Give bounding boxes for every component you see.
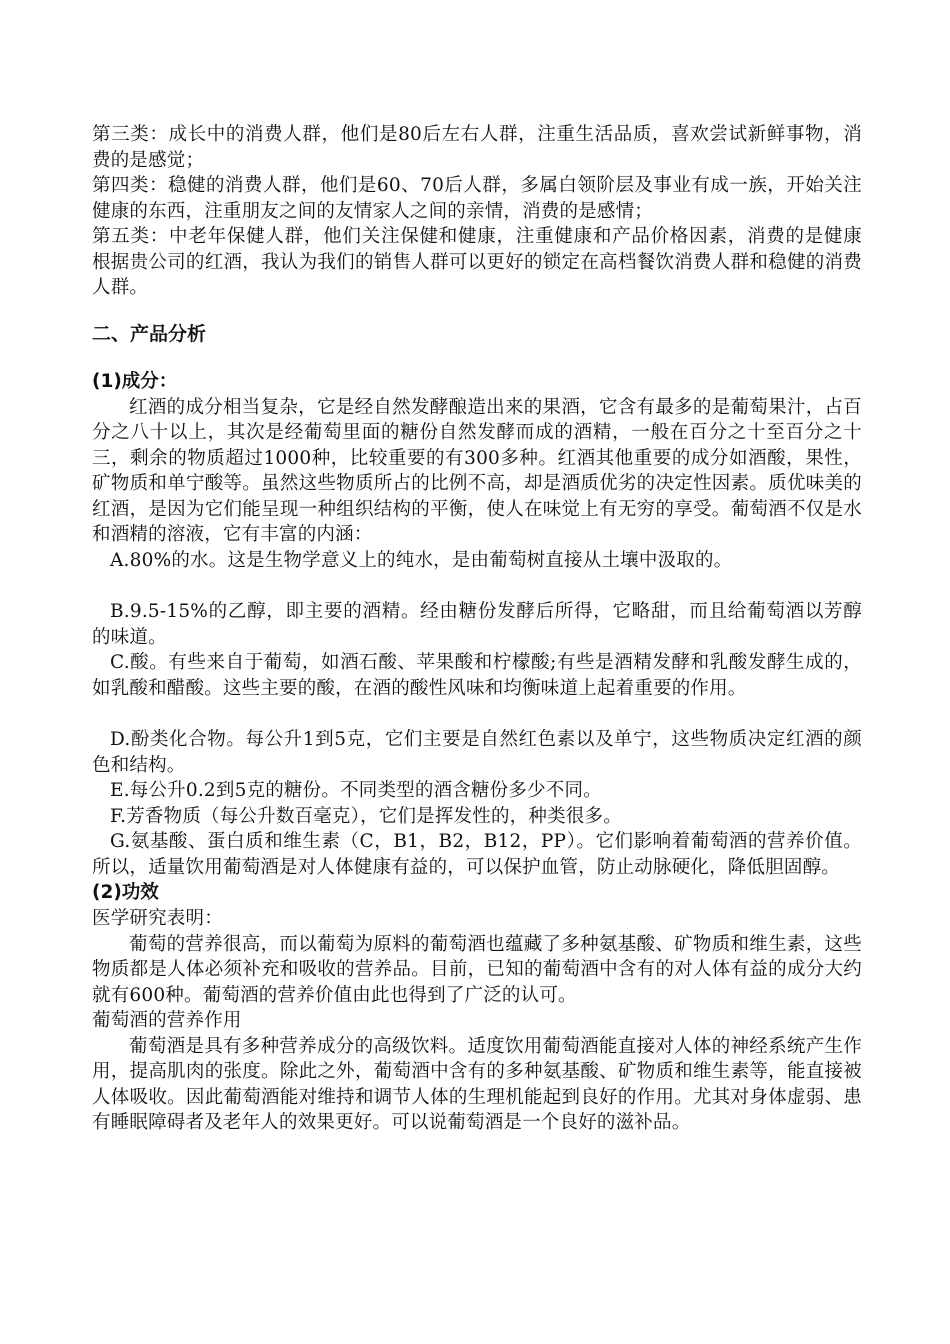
composition-item-f: F.芳香物质（每公升数百毫克），它们是挥发性的，种类很多。: [110, 805, 622, 827]
composition-item-a: A.80%的水。这是生物学意义上的纯水，是由葡萄树直接从土壤中汲取的。: [110, 549, 733, 571]
section-heading-product-analysis: 二、产品分析: [92, 322, 207, 345]
composition-item-d: D.酚类化合物。每公升1到5克，它们主要是自然红色素以及单宁，这些物质决定红酒的颜色和结构。: [92, 729, 862, 776]
effects-paragraph-1: 葡萄的营养很高，而以葡萄为原料的葡萄酒也蕴藏了多种氨基酸、矿物质和维生素，这些物质都是人体必须补充和吸收的营养品。目前，已知的葡萄酒中含有的对人体有益的成分大约就有600种。葡萄酒的营养价值由此也得到了广泛的认可。: [92, 933, 862, 1006]
subsection-heading-composition: (1)成分：: [92, 370, 178, 392]
effects-subheading: 葡萄酒的营养作用: [92, 1010, 242, 1031]
spacer: [92, 573, 862, 599]
consumer-group-4: 第四类：稳健的消费人群，他们是60、70后人群，多属白领阶层及事业有成一族，开始关注健康的东西，注重朋友之间的友情家人之间的亲情，消费的是感情；: [92, 175, 862, 222]
spacer: [92, 701, 862, 727]
composition-item-c: C.酸。有些来自于葡萄，如酒石酸、苹果酸和柠檬酸;有些是酒精发酵和乳酸发酵生成的，如乳酸和醋酸。这些主要的酸，在酒的酸性风味和均衡味道上起着重要的作用。: [92, 652, 862, 699]
consumer-group-3: 第三类：成长中的消费人群，他们是80后左右人群，注重生活品质，喜欢尝试新鲜事物，消费的是感觉；: [92, 124, 862, 171]
composition-item-g: G.氨基酸、蛋白质和维生素（C，B1，B2，B12，PP）。它们影响着葡萄酒的营养价值。所以，适量饮用葡萄酒是对人体健康有益的，可以保护血管，防止动脉硬化，降低胆固醇。: [92, 831, 862, 878]
document-page: [92, 122, 881, 1136]
composition-item-e: E.每公升0.2到5克的糖份。不同类型的酒含糖份多少不同。: [110, 780, 602, 801]
composition-item-b: B.9.5-15%的乙醇，即主要的酒精。经由糖份发酵后所得，它略甜，而且给葡萄酒以芳醇的味道。: [92, 601, 862, 648]
effects-paragraph-2: 葡萄酒是具有多种营养成分的高级饮料。适度饮用葡萄酒能直接对人体的神经系统产生作用，提高肌肉的张度。除此之外，葡萄酒中含有的多种氨基酸、矿物质和维生素等，能直接被人体吸收。因此葡萄酒能对维持和调节人体的生理机能起到良好的作用。尤其对身体虚弱、患有睡眠障碍者及老年人的效果更好。可以说葡萄酒是一个良好的滋补品。: [92, 1035, 862, 1133]
subsection-heading-effects: (2)功效: [92, 882, 159, 903]
composition-intro: 红酒的成分相当复杂，它是经自然发酵酿造出来的果酒，它含有最多的是葡萄果汁，占百分之八十以上，其次是经葡萄里面的糖份自然发酵而成的酒精，一般在百分之十至百分之十三，剩余的物质超过1000种，比较重要的有300多种。红酒其他重要的成分如酒酸，果性，矿物质和单宁酸等。虽然这些物质所占的比例不高，却是酒质优劣的决定性因素。质优味美的红酒，是因为它们能呈现一种组织结构的平衡，使人在味觉上有无穷的享受。葡萄酒不仅是水和酒精的溶液，它有丰富的内涵：: [92, 396, 862, 545]
effects-lead: 医学研究表明：: [92, 908, 223, 929]
consumer-group-5: 第五类：中老年保健人群，他们关注保健和健康，注重健康和产品价格因素，消费的是健康 根据贵公司的红酒，我认为我们的销售人群可以更好的锁定在高档餐饮消费人群和稳健的消费人群。: [92, 226, 881, 298]
